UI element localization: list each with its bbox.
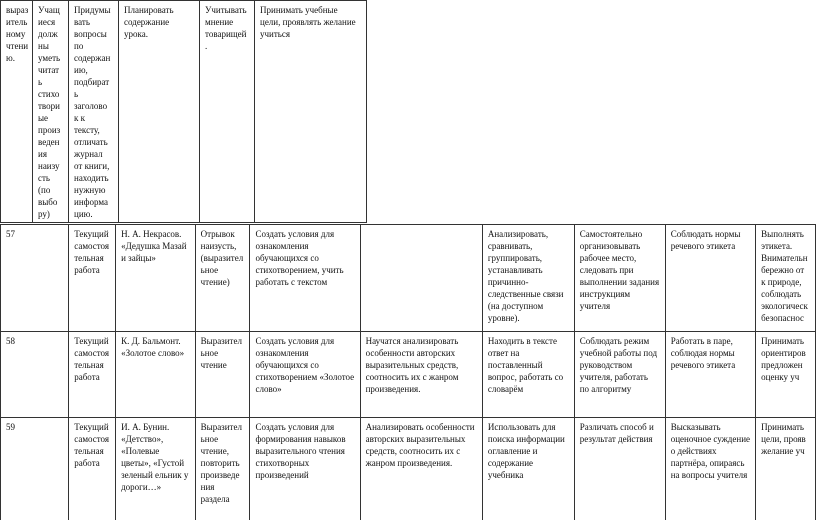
table-cell: Создать условия для формирования навыков выразительного чтения стихотворных произведений [250, 418, 360, 520]
table-row [1, 332, 816, 418]
table-cell: Принимать учебные цели, проявлять желание учиться [255, 1, 367, 223]
table-cell: Учитывать мнение товарищей . [200, 1, 255, 223]
table-cell: Учащ иеся долж ны уметь читат ь стихо твори ые произ веден ия наизу сть (по выбо ру) [33, 1, 69, 223]
lesson-number: 57 [1, 225, 69, 332]
table-cell: Работать в паре, соблюдая нормы речевого этикета [665, 332, 755, 418]
table-cell: Анализировать особенности авторских выразительных средств, соотносить их с жанром произведения. [360, 418, 482, 520]
table-cell: Создать условия для ознакомления обучающихся со стихотворением, учить работать с текстом [250, 225, 360, 332]
lesson-plan-table-body [0, 224, 816, 520]
lesson-number: 58 [1, 332, 69, 418]
table-cell: Анализировать, сравнивать, группировать, устанавливать причинно- следственные связи (на доступном уровне). [482, 225, 574, 332]
table-cell: Принимать ориентиров предложен оценку уч [756, 332, 816, 418]
table-cell: Н. А. Некрасов. «Дедушка Мазай и зайцы» [116, 225, 196, 332]
table-cell: Самостоятельно организовывать рабочее место, следовать при выполнении задания инструкциям учителя [574, 225, 665, 332]
table-cell: Текущий самостоя тельная работа [69, 225, 116, 332]
table-cell: К. Д. Бальмонт. «Золотое слово» [116, 332, 196, 418]
table-cell: Принимать цели, прояв желание уч [756, 418, 816, 520]
table-cell: Текущий самостоя тельная работа [69, 418, 116, 520]
table-cell: Высказывать оценочное суждение о действиях партнёра, опираясь на вопросы учителя [665, 418, 755, 520]
table-row [1, 418, 816, 520]
table-cell: вырaз итель ному чтени ю. [1, 1, 33, 223]
table-cell: Выразител ьное чтение, повторить произведе ния раздела [195, 418, 250, 520]
table-cell: Научатся анализировать особенности авторских выразительных средств, соотносить их с жанром произведения. [360, 332, 482, 418]
table-cell: Использовать для поиска информации оглавление и содержание учебника [482, 418, 574, 520]
table-cell: Соблюдать нормы речевого этикета [665, 225, 755, 332]
lesson-plan-table [0, 0, 367, 223]
table-cell: Различать способ и результат действия [574, 418, 665, 520]
table-cell: Придумы вать вопросы по содержан ию, подбират ь заголово к к тексту, отличать журнал от книги, находить нужную информа цию. [69, 1, 119, 223]
table-cell: И. А. Бунин. «Детство», «Полевые цветы», «Густой зеленый ельник у дороги…» [116, 418, 196, 520]
table-cell: Находить в тексте ответ на поставленный вопрос, работать со словарём [482, 332, 574, 418]
table-cell: Соблюдать режим учебной работы под руководством учителя, работать по алгоритму [574, 332, 665, 418]
table-cell: Создать условия для ознакомления обучающихся со стихотворением «Золотое слово» [250, 332, 360, 418]
table-cell: Планировать содержание урока. [119, 1, 200, 223]
table-cell: Отрывок наизусть, (выразител ьное чтение) [195, 225, 250, 332]
lesson-number: 59 [1, 418, 69, 520]
table-row [1, 225, 816, 332]
table-cell [360, 225, 482, 332]
table-cell: Текущий самостоя тельная работа [69, 332, 116, 418]
table-cell: Выразител ьное чтение [195, 332, 250, 418]
table-cell: Выполнять этикета. Внимательн бережно от к природе, соблюдать экологическ безопаснос [756, 225, 816, 332]
table-row [1, 1, 367, 223]
